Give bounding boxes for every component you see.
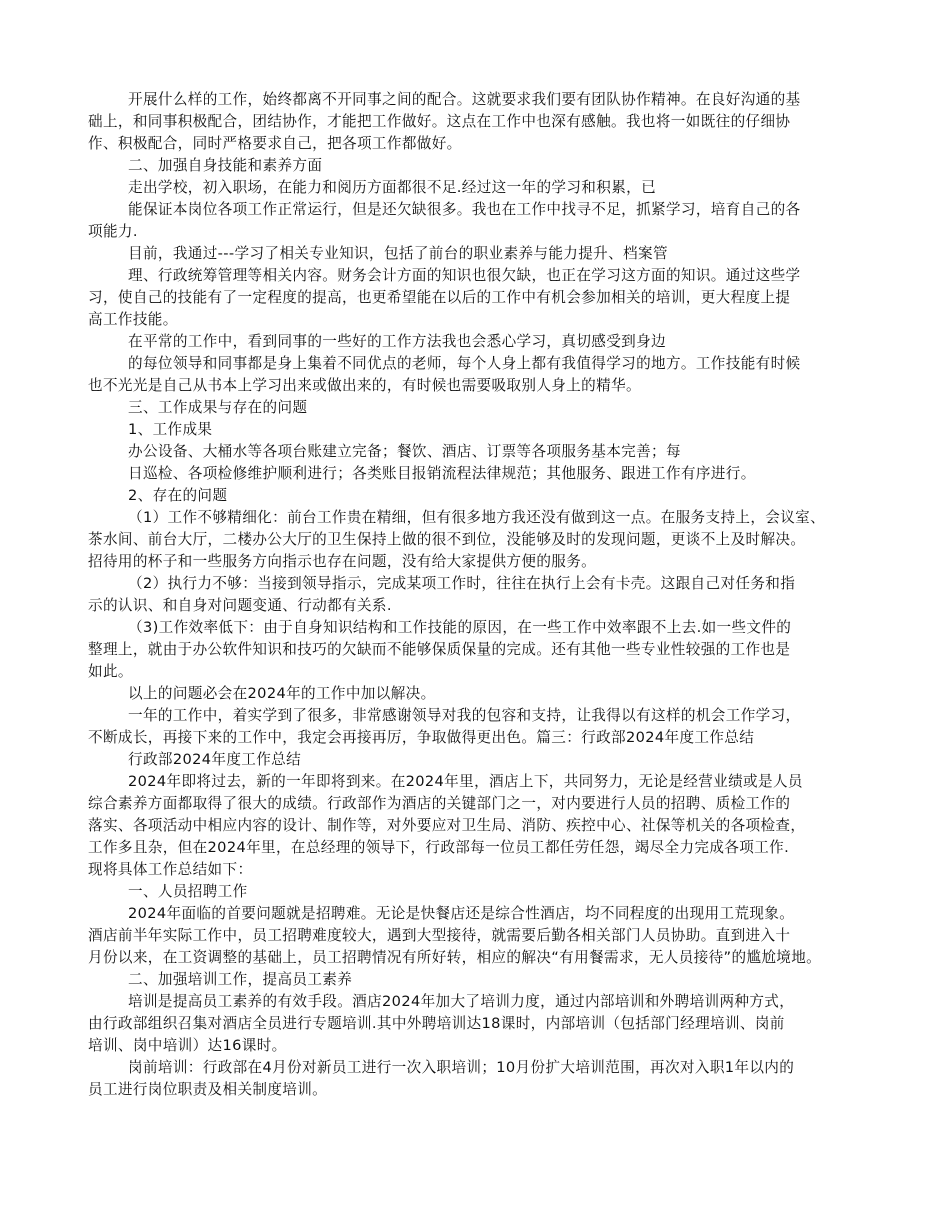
- paragraph-line: （1）工作不够精细化：前台工作贵在精细，但有很多地方我还没有做到这一点。在服务支持上，会议室、: [128, 509, 826, 526]
- paragraph-line: 茶水间、前台大厅，二楼办公大厅的卫生保持上做的很不到位，没能够及时的发现问题，更谈不上及时解决。: [88, 531, 806, 548]
- section-heading: 三、工作成果与存在的问题: [128, 399, 308, 416]
- paragraph-line: 走出学校，初入职场，在能力和阅历方面都很不足.经过这一年的学习和积累，已: [128, 179, 657, 196]
- paragraph-line: 的每位领导和同事都是身上集着不同优点的老师，每个人身上都有我值得学习的地方。工作技能有时候: [128, 355, 801, 372]
- section-heading: 二、加强自身技能和素养方面: [128, 157, 323, 174]
- paragraph-line: 在平常的工作中，看到同事的一些好的工作方法我也会悉心学习，真切感受到身边: [128, 333, 666, 350]
- paragraph-line: （3)工作效率低下：由于自身知识结构和工作技能的原因，在一些工作中效率跟不上去.如一些文件的: [128, 619, 792, 636]
- paragraph-line: 整理上，就由于办公软件知识和技巧的欠缺而不能够保质保量的完成。还有其他一些专业性较强的工作也是: [88, 641, 791, 658]
- paragraph-line: 培训、岗中培训）达16课时。: [88, 1037, 287, 1054]
- paragraph-line: 示的认识、和自身对问题变通、行动都有关系.: [88, 597, 392, 614]
- paragraph-line: 落实、各项活动中相应内容的设计、制作等，对外要应对卫生局、消防、疾控中心、社保等机关的各项检查，: [88, 817, 806, 834]
- paragraph-line: 目前，我通过---学习了相关专业知识，包括了前台的职业素养与能力提升、档案管: [128, 245, 668, 262]
- paragraph-line: 日巡检、各项检修维护顺利进行；各类账目报销流程法律规范；其他服务、跟进工作有序进行。: [128, 465, 756, 482]
- paragraph-line: 理、行政统筹管理等相关内容。财务会计方面的知识也很欠缺，也正在学习这方面的知识。通过这些学: [128, 267, 801, 284]
- paragraph-line: 2024年面临的首要问题就是招聘难。无论是快餐店还是综合性酒店，均不同程度的出现用工荒现象。: [128, 905, 795, 922]
- paragraph-line: 员工进行岗位职责及相关制度培训。: [88, 1081, 328, 1098]
- paragraph-line: 办公设备、大桶水等各项台账建立完备；餐饮、酒店、订票等各项服务基本完善；每: [128, 443, 681, 460]
- paragraph-line: 现将具体工作总结如下：: [88, 861, 253, 878]
- paragraph-line: 酒店前半年实际工作中，员工招聘难度较大，遇到大型接待，就需要后勤各相关部门人员协助。直到进入十: [88, 927, 791, 944]
- paragraph-line: 高工作技能。: [88, 311, 178, 328]
- paragraph-line: （2）执行力不够：当接到领导指示，完成某项工作时，往往在执行上会有卡壳。这跟自己对任务和指: [128, 575, 796, 592]
- paragraph-line: 项能力.: [88, 223, 138, 240]
- section-heading: 一、人员招聘工作: [128, 883, 248, 900]
- paragraph-line: 一年的工作中，着实学到了很多，非常感谢领导对我的包容和支持，让我得以有这样的机会工作学习，: [128, 707, 801, 724]
- paragraph-line: 作、积极配合，同时严格要求自己，把各项工作都做好。: [88, 135, 462, 152]
- paragraph-line: 习，使自己的技能有了一定程度的提高，也更希望能在以后的工作中有机会参加相关的培训，更大程度上提: [88, 289, 791, 306]
- paragraph-line: 不断成长，再接下来的工作中，我定会再接再厉，争取做得更出色。篇三：行政部2024年度工作总结: [88, 729, 755, 746]
- paragraph-line: 如此。: [88, 663, 133, 680]
- paragraph-line: 也不光光是自己从书本上学习出来或做出来的，有时候也需要吸取别人身上的精华。: [88, 377, 641, 394]
- document-title: 行政部2024年度工作总结: [128, 751, 302, 768]
- paragraph-line: 工作多且杂，但在2024年里，在总经理的领导下，行政部每一位员工都任劳任怨，竭尽全力完成各项工作.: [88, 839, 790, 856]
- paragraph-line: 由行政部组织召集对酒店全员进行专题培训.其中外聘培训达18课时，内部培训（包括部门经理培训、岗前: [88, 1015, 785, 1032]
- paragraph-line: 2024年即将过去，新的一年即将到来。在2024年里，酒店上下，共同努力，无论是经营业绩或是人员: [128, 773, 803, 790]
- paragraph-line: 岗前培训：行政部在4月份对新员工进行一次入职培训；10月份扩大培训范围，再次对入职1年以内的: [128, 1059, 795, 1076]
- paragraph-line: 以上的问题必会在2024年的工作中加以解决。: [128, 685, 436, 702]
- section-heading: 二、加强培训工作，提高员工素养: [128, 971, 353, 988]
- subsection-heading: 2、存在的问题: [128, 487, 228, 504]
- paragraph-line: 开展什么样的工作，始终都离不开同事之间的配合。这就要求我们要有团队协作精神。在良好沟通的基: [128, 91, 801, 108]
- paragraph-line: 能保证本岗位各项工作正常运行，但是还欠缺很多。我也在工作中找寻不足，抓紧学习，培育自己的各: [128, 201, 801, 218]
- subsection-heading: 1、工作成果: [128, 421, 213, 438]
- paragraph-line: 础上，和同事积极配合，团结协作，才能把工作做好。这点在工作中也深有感触。我也将一如既往的仔细协: [88, 113, 791, 130]
- paragraph-line: 综合素养方面都取得了很大的成绩。行政部作为酒店的关键部门之一，对内要进行人员的招聘、质检工作的: [88, 795, 791, 812]
- paragraph-line: 月份以来，在工资调整的基础上，员工招聘情况有所好转，相应的解决“有用餐需求，无人员接待”的尴尬境地。: [88, 949, 822, 966]
- paragraph-line: 招待用的杯子和一些服务方向指示也存在问题，没有给大家提供方便的服务。: [88, 553, 597, 570]
- paragraph-line: 培训是提高员工素养的有效手段。酒店2024年加大了培训力度，通过内部培训和外聘培训两种方式，: [128, 993, 795, 1010]
